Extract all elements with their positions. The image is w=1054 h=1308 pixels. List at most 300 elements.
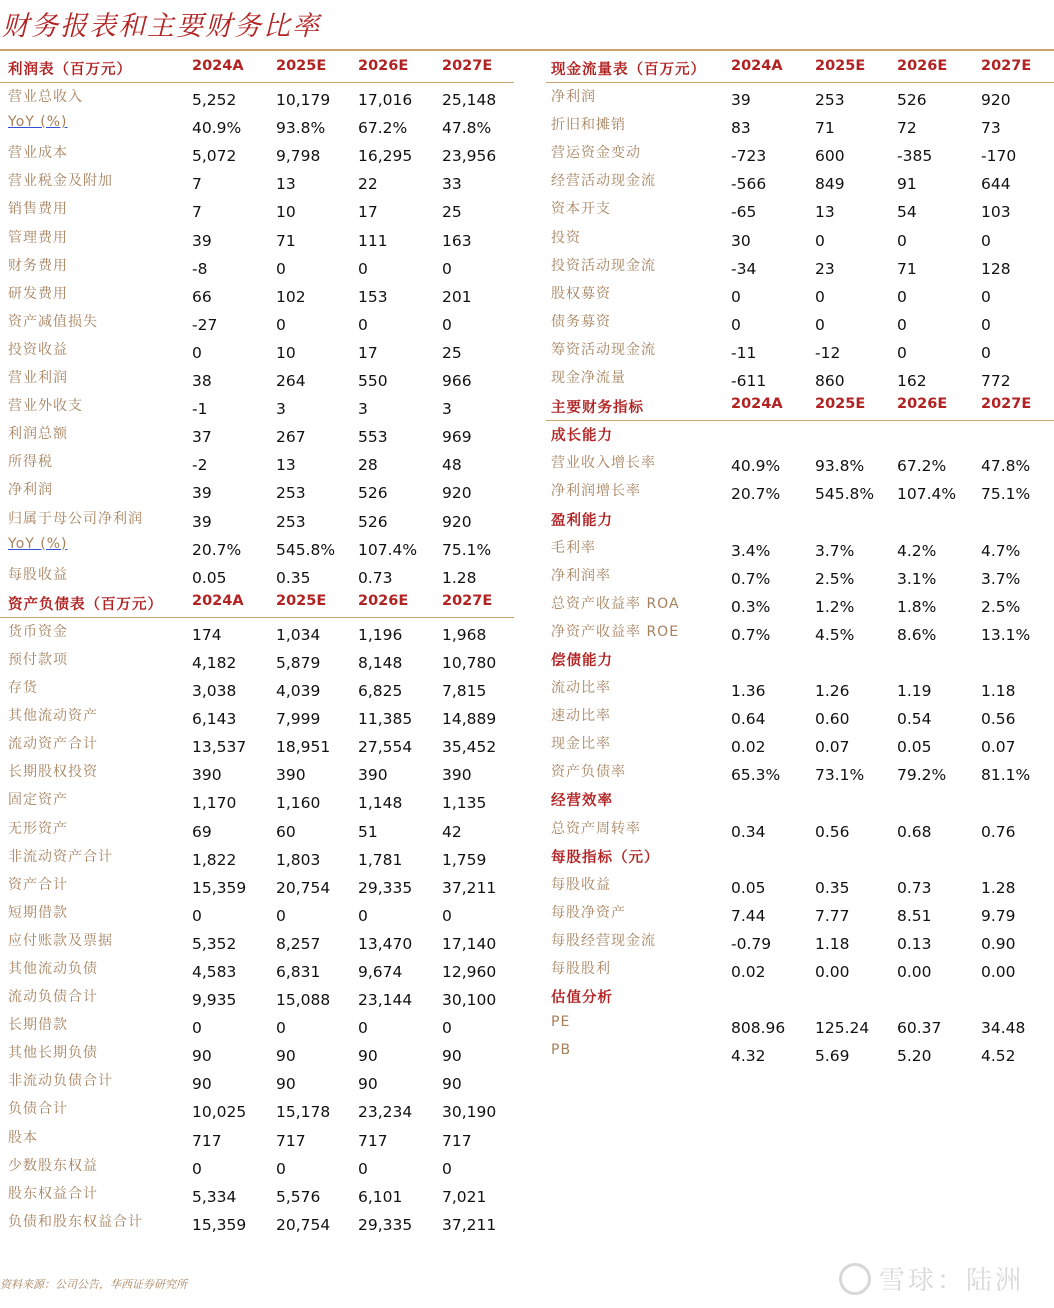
row-label: 资产减值损失 [8, 313, 98, 330]
cell-value: 12,960 [442, 963, 497, 981]
cell-value: 128 [981, 259, 1011, 278]
row-label: 毛利率 [551, 539, 596, 556]
year-header: 2026E [358, 58, 409, 74]
cell-value: 1.2% [815, 597, 855, 616]
cell-value: 600 [815, 147, 845, 166]
cell-value: 111 [358, 231, 388, 250]
cell-value: 71 [897, 259, 917, 278]
row-label: 管理费用 [8, 229, 68, 246]
table-row [0, 871, 514, 899]
cell-value: 0 [731, 315, 741, 334]
cell-value: 860 [815, 372, 845, 391]
cell-value: 717 [358, 1131, 388, 1150]
row-label: 流动负债合计 [8, 989, 98, 1006]
cell-value: 0.60 [815, 710, 850, 729]
cell-value: 0 [276, 906, 286, 925]
table-row [0, 843, 514, 871]
cell-value: 849 [815, 175, 845, 194]
cell-value: 60 [276, 822, 296, 841]
cell-value: 23,234 [358, 1103, 413, 1122]
cell-value: 1.18 [981, 682, 1016, 701]
cell-value: 13.1% [981, 625, 1031, 644]
cell-value: 40.9% [192, 119, 242, 138]
table-row [546, 899, 1054, 927]
right-column [546, 54, 1054, 1067]
table-row [0, 252, 514, 280]
table-row [546, 280, 1054, 308]
cell-value: 1,759 [442, 850, 487, 869]
cell-value: 1,196 [358, 625, 403, 644]
cell-value: 3 [276, 400, 286, 419]
row-label: 估值分析 [551, 990, 613, 1007]
cell-value: 9,674 [358, 963, 403, 981]
cell-value: 2.5% [815, 569, 855, 588]
table-header-row [0, 589, 514, 618]
table-row [546, 534, 1054, 562]
cell-value: 3.1% [897, 569, 937, 588]
cell-value: 7 [192, 203, 202, 222]
table-row [0, 224, 514, 252]
cell-value: 5,252 [192, 91, 237, 110]
row-label: 营业外收支 [8, 398, 83, 415]
right-table-0 [546, 54, 1054, 392]
year-header: 2027E [981, 58, 1032, 74]
table-row [546, 702, 1054, 730]
cell-value: 20,754 [276, 878, 331, 897]
cell-value: 920 [442, 484, 472, 503]
year-header: 2024A [731, 58, 783, 74]
cell-value: 1.36 [731, 682, 766, 701]
cell-value: -385 [897, 147, 933, 166]
year-header: 2025E [815, 396, 866, 413]
cell-value: 0.7% [731, 625, 771, 644]
row-label: 固定资产 [8, 792, 68, 809]
cell-value: 20.7% [192, 540, 242, 559]
cell-value: 0 [276, 1159, 286, 1178]
row-label: 预付款项 [8, 651, 68, 668]
cell-value: 73 [981, 119, 1001, 138]
cell-value: 25 [442, 343, 462, 362]
cell-value: 7.44 [731, 906, 766, 925]
cell-value: 526 [358, 484, 388, 503]
cell-value: 4.2% [897, 541, 937, 560]
cell-value: 1.28 [442, 568, 477, 587]
year-header: 2024A [192, 58, 244, 74]
cell-value: 22 [358, 175, 378, 194]
cell-value: 0.76 [981, 822, 1016, 841]
table-row [0, 758, 514, 786]
row-label: PB [551, 1042, 572, 1059]
table-header-row [546, 392, 1054, 421]
row-label: 债务募资 [551, 313, 611, 330]
section-label-row [546, 646, 1054, 674]
cell-value: 0 [897, 343, 907, 362]
row-label: 筹资活动现金流 [551, 341, 656, 358]
cell-value: 23,144 [358, 991, 413, 1010]
left-table-1 [0, 589, 514, 1236]
table-row [0, 899, 514, 927]
cell-value: 42 [442, 822, 462, 841]
cell-value: 90 [358, 1047, 378, 1066]
row-label: 其他流动负债 [8, 961, 98, 977]
cell-value: 553 [358, 428, 388, 447]
cell-value: 0 [442, 315, 452, 334]
row-label: PE [551, 1014, 571, 1031]
cell-value: 1,781 [358, 850, 403, 869]
cell-value: 1,148 [358, 794, 403, 813]
row-label: 资产负债率 [551, 764, 626, 781]
snowball-logo-icon [839, 1263, 871, 1295]
cell-value: 0 [981, 231, 991, 250]
cell-value: 0.73 [897, 878, 932, 897]
cell-value: 37 [192, 428, 212, 447]
cell-value: 15,359 [192, 1215, 247, 1234]
cell-value: 71 [815, 119, 835, 138]
cell-value: 90 [276, 1075, 296, 1094]
title-divider [0, 49, 1054, 51]
table-row [546, 562, 1054, 590]
table-row [0, 955, 514, 983]
cell-value: 717 [192, 1131, 222, 1150]
table-row [546, 308, 1054, 336]
table-row [0, 1152, 514, 1180]
cell-value: 390 [276, 766, 306, 785]
cell-value: 0.00 [981, 963, 1016, 981]
cell-value: 0.3% [731, 597, 771, 616]
cell-value: 0 [442, 1019, 452, 1038]
cell-value: 47.8% [981, 457, 1031, 476]
table-row [0, 702, 514, 730]
row-label: 净利润率 [551, 567, 611, 584]
cell-value: 7.77 [815, 906, 850, 925]
cell-value: 6,143 [192, 710, 237, 729]
row-label: 现金比率 [551, 736, 611, 753]
cell-value: 0.73 [358, 568, 393, 587]
row-label: 无形资产 [8, 820, 68, 837]
cell-value: 201 [442, 287, 472, 306]
cell-value: 39 [192, 512, 212, 531]
cell-value: 13,470 [358, 934, 413, 953]
cell-value: 253 [276, 512, 306, 531]
cell-value: 20.7% [731, 485, 781, 504]
cell-value: 7,999 [276, 710, 321, 729]
row-label: 现金净流量 [551, 370, 626, 387]
cell-value: 7 [192, 175, 202, 194]
row-label: 流动资产合计 [8, 736, 98, 753]
row-label: 每股净资产 [551, 904, 626, 921]
source-note: 资料来源：公司公告，华西证券研究所 [0, 1278, 187, 1291]
row-label: 长期股权投资 [8, 764, 98, 781]
cell-value: 0.13 [897, 934, 932, 953]
cell-value: 13,537 [192, 738, 247, 757]
cell-value: -27 [192, 315, 218, 334]
row-label: 其他长期负债 [8, 1045, 98, 1062]
cell-value: 9,798 [276, 147, 321, 166]
table-row [0, 927, 514, 955]
year-header: 2026E [897, 396, 948, 413]
cell-value: 0.05 [897, 738, 932, 757]
left-column [0, 54, 514, 1236]
row-label: 股东权益合计 [8, 1185, 98, 1202]
cell-value: 920 [981, 91, 1011, 110]
table-row [546, 955, 1054, 983]
table-row [546, 590, 1054, 618]
cell-value: 1,135 [442, 794, 487, 813]
cell-value: 47.8% [442, 119, 492, 138]
cell-value: 8,148 [358, 653, 403, 672]
cell-value: 1.26 [815, 682, 850, 701]
cell-value: 10,179 [276, 91, 331, 110]
table-row [546, 111, 1054, 139]
row-label: YoY (%) [8, 535, 68, 552]
cell-value: 4,583 [192, 963, 237, 981]
cell-value: 0 [981, 343, 991, 362]
cell-value: 28 [358, 456, 378, 475]
table-row [0, 1011, 514, 1039]
cell-value: 6,101 [358, 1187, 403, 1206]
cell-value: 5,879 [276, 653, 321, 672]
row-label: 归属于母公司净利润 [8, 510, 143, 527]
cell-value: 253 [815, 91, 845, 110]
row-label: 股本 [8, 1129, 38, 1146]
cell-value: 17 [358, 343, 378, 362]
cell-value: 0.54 [897, 710, 932, 729]
cell-value: 15,088 [276, 991, 331, 1010]
table-row [0, 476, 514, 504]
cell-value: 14,889 [442, 710, 497, 729]
section-label-row [546, 983, 1054, 1011]
cell-value: 9.79 [981, 906, 1016, 925]
cell-value: 0 [358, 315, 368, 334]
row-label: 总资产收益率 ROA [551, 595, 680, 612]
cell-value: 0.64 [731, 710, 766, 729]
cell-value: -611 [731, 372, 767, 391]
cell-value: 17 [358, 203, 378, 222]
table-row [0, 280, 514, 308]
table-row [0, 533, 514, 561]
cell-value: 5,352 [192, 934, 237, 953]
table-row [0, 646, 514, 674]
row-label: 经营活动现金流 [551, 173, 656, 190]
cell-value: 4,039 [276, 682, 321, 701]
table-row [546, 449, 1054, 477]
cell-value: 0.05 [192, 568, 227, 587]
cell-value: 90 [358, 1075, 378, 1094]
cell-value: 102 [276, 287, 306, 306]
cell-value: -34 [731, 259, 757, 278]
cell-value: 67.2% [358, 119, 408, 138]
cell-value: -11 [731, 343, 757, 362]
cell-value: 13 [276, 456, 296, 475]
row-label: 短期借款 [8, 904, 68, 921]
row-label: 其他流动资产 [8, 708, 98, 725]
table-row [0, 674, 514, 702]
table-row [546, 618, 1054, 646]
cell-value: 8.51 [897, 906, 932, 925]
right-table-1 [546, 392, 1054, 1067]
cell-value: -723 [731, 147, 767, 166]
table-row [546, 674, 1054, 702]
table-row [546, 139, 1054, 167]
cell-value: 1,160 [276, 794, 321, 813]
cell-value: 0 [731, 287, 741, 306]
cell-value: 5.20 [897, 1047, 932, 1066]
row-label: 货币资金 [8, 623, 68, 640]
cell-value: 390 [358, 766, 388, 785]
cell-value: 39 [731, 91, 751, 110]
row-label: 财务费用 [8, 257, 68, 274]
cell-value: 30,190 [442, 1103, 497, 1122]
cell-value: 0.05 [731, 878, 766, 897]
table-row [0, 786, 514, 814]
cell-value: 125.24 [815, 1019, 870, 1038]
cell-value: 79.2% [897, 766, 947, 785]
cell-value: 3 [442, 400, 452, 419]
table-title: 资产负债表（百万元） [8, 596, 163, 613]
cell-value: 0 [442, 906, 452, 925]
year-header: 2025E [276, 592, 327, 609]
table-row [0, 815, 514, 843]
row-label: 股权募资 [551, 285, 611, 302]
row-label: 流动比率 [551, 680, 611, 697]
row-label: 营业收入增长率 [551, 455, 656, 472]
cell-value: 153 [358, 287, 388, 306]
cell-value: 25,148 [442, 91, 497, 110]
cell-value: 23,956 [442, 147, 497, 166]
cell-value: 0.07 [981, 738, 1016, 757]
year-header: 2027E [442, 592, 493, 609]
cell-value: 60.37 [897, 1019, 942, 1038]
table-row [0, 364, 514, 392]
cell-value: 0.56 [815, 822, 850, 841]
cell-value: 3 [358, 400, 368, 419]
cell-value: 90 [442, 1075, 462, 1094]
cell-value: 0.90 [981, 934, 1016, 953]
cell-value: 39 [192, 231, 212, 250]
cell-value: 1.8% [897, 597, 937, 616]
cell-value: 10,025 [192, 1103, 247, 1122]
cell-value: 75.1% [981, 485, 1031, 504]
section-label-row [546, 843, 1054, 871]
cell-value: 37,211 [442, 878, 497, 897]
cell-value: 0 [981, 287, 991, 306]
cell-value: -65 [731, 203, 757, 222]
cell-value: 5,576 [276, 1187, 321, 1206]
cell-value: 545.8% [815, 485, 875, 504]
year-header: 2026E [897, 58, 948, 74]
cell-value: 4.32 [731, 1047, 766, 1066]
cell-value: 90 [442, 1047, 462, 1066]
cell-value: 0 [897, 315, 907, 334]
row-label: 成长能力 [551, 428, 613, 445]
cell-value: 0 [815, 231, 825, 250]
row-label: 营业总收入 [8, 89, 83, 106]
row-label: 负债合计 [8, 1101, 68, 1118]
cell-value: 267 [276, 428, 306, 447]
cell-value: 90 [192, 1047, 212, 1066]
table-row [0, 308, 514, 336]
cell-value: 11,385 [358, 710, 413, 729]
cell-value: 93.8% [276, 119, 326, 138]
cell-value: 10,780 [442, 653, 497, 672]
table-row [0, 1124, 514, 1152]
row-label: 净资产收益率 ROE [551, 623, 680, 640]
cell-value: 0 [192, 343, 202, 362]
cell-value: 920 [442, 512, 472, 531]
cell-value: 4.52 [981, 1047, 1016, 1066]
cell-value: -566 [731, 175, 767, 194]
cell-value: 4.5% [815, 625, 855, 644]
cell-value: 0 [192, 1019, 202, 1038]
row-label: 净利润 [8, 482, 53, 499]
cell-value: 17,140 [442, 934, 497, 953]
cell-value: 0 [815, 287, 825, 306]
year-header: 2025E [276, 58, 327, 74]
cell-value: 717 [442, 1131, 472, 1150]
cell-value: 17,016 [358, 91, 413, 110]
cell-value: -170 [981, 147, 1017, 166]
cell-value: 0 [276, 1019, 286, 1038]
cell-value: 3,038 [192, 682, 237, 701]
table-row [546, 224, 1054, 252]
row-label: 每股收益 [8, 566, 68, 583]
cell-value: 4,182 [192, 653, 237, 672]
cell-value: 73.1% [815, 766, 865, 785]
cell-value: 0.7% [731, 569, 771, 588]
cell-value: 174 [192, 625, 222, 644]
cell-value: 18,951 [276, 738, 331, 757]
cell-value: 526 [897, 91, 927, 110]
year-header: 2024A [731, 396, 783, 413]
year-header: 2027E [442, 58, 493, 74]
table-row [0, 730, 514, 758]
row-label: 营业成本 [8, 145, 68, 162]
row-label: 总资产周转率 [551, 820, 641, 837]
table-row [546, 871, 1054, 899]
table-header-row [546, 54, 1054, 83]
cell-value: 0.02 [731, 963, 766, 981]
cell-value: 0 [442, 1159, 452, 1178]
table-row [0, 505, 514, 533]
cell-value: 1.19 [897, 682, 932, 701]
cell-value: 1,170 [192, 794, 237, 813]
table-row [0, 111, 514, 139]
cell-value: -0.79 [731, 934, 772, 953]
cell-value: 0.56 [981, 710, 1016, 729]
cell-value: 1.28 [981, 878, 1016, 897]
cell-value: 0.00 [815, 963, 850, 981]
cell-value: 71 [276, 231, 296, 250]
table-title: 现金流量表（百万元） [551, 62, 706, 78]
table-row [0, 983, 514, 1011]
cell-value: 1.18 [815, 934, 850, 953]
cell-value: 0 [192, 1159, 202, 1178]
cell-value: 72 [897, 119, 917, 138]
table-row [0, 1067, 514, 1095]
cell-value: 30 [731, 231, 751, 250]
table-row [546, 364, 1054, 392]
row-label: 净利润增长率 [551, 483, 641, 500]
table-row [0, 139, 514, 167]
cell-value: 1,034 [276, 625, 321, 644]
cell-value: 51 [358, 822, 378, 841]
cell-value: 4.7% [981, 541, 1021, 560]
cell-value: 48 [442, 456, 462, 475]
cell-value: 39 [192, 484, 212, 503]
row-label: 速动比率 [551, 708, 611, 725]
cell-value: -12 [815, 343, 841, 362]
row-label: 研发费用 [8, 285, 68, 302]
